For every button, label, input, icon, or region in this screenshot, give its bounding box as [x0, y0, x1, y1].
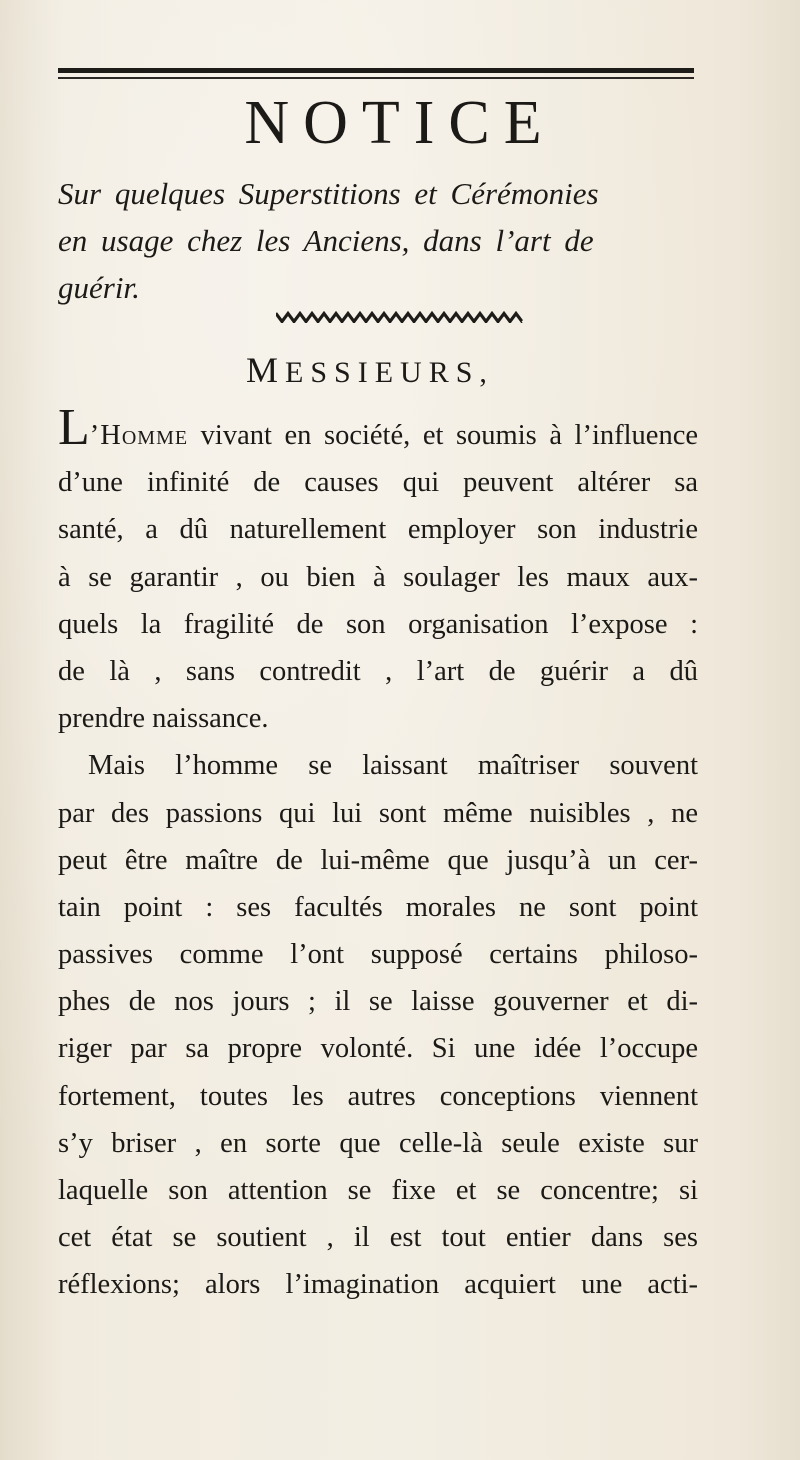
- body-text: [58, 399, 698, 1309]
- salutation: MESSIEURS,: [246, 350, 494, 390]
- text-line: santé, a dû naturellement employer son industrie: [58, 514, 698, 546]
- rule-thick: [58, 68, 694, 73]
- text-line: s’y briser , en sorte que celle-là seule existe sur: [58, 1127, 698, 1159]
- text-line: peut être maître de lui-même que jusqu’à un cer-: [58, 844, 698, 876]
- text-line: d’une infinité de causes qui peuvent altérer sa: [58, 467, 698, 499]
- text-line: à se garantir , ou bien à soulager les maux aux-: [58, 561, 698, 593]
- text-line: passives comme l’ont supposé certains philoso-: [58, 939, 698, 971]
- text-line: fortement, toutes les autres conceptions viennent: [58, 1080, 698, 1112]
- text-line: quels la fragilité de son organisation l’expose :: [58, 608, 698, 640]
- subtitle-line: en usage chez les Anciens, dans l’art de: [58, 223, 594, 258]
- subtitle: [58, 170, 708, 311]
- text-line: riger par sa propre volonté. Si une idée l’occupe: [58, 1033, 698, 1065]
- text-line: cet état se soutient , il est tout entier dans ses: [58, 1222, 698, 1254]
- text-line: phes de nos jours ; il se laisse gouverner et di-: [58, 986, 698, 1018]
- ornamental-divider: [276, 311, 524, 323]
- subtitle-line: guérir.: [58, 270, 140, 305]
- subtitle-line: Sur quelques Superstitions et Cérémonies: [58, 176, 599, 211]
- text-line-first: [58, 399, 698, 459]
- text-line: Mais l’homme se laissant maîtriser souvent: [88, 750, 698, 782]
- text-line: par des passions qui lui sont même nuisibles , ne: [58, 797, 698, 829]
- small-caps-word: ’Homme: [89, 420, 189, 451]
- text-line-rest: vivant en société, et soumis à l’influence: [188, 420, 698, 451]
- text-line: prendre naissance.: [58, 703, 269, 735]
- page-title: NOTICE: [244, 89, 556, 157]
- drop-cap: L: [58, 399, 90, 456]
- text-line: réflexions; alors l’imagination acquiert une acti-: [58, 1269, 698, 1301]
- text-line: de là , sans contredit , l’art de guérir a dû: [58, 655, 698, 687]
- text-line: laquelle son attention se fixe et se concentre; si: [58, 1175, 698, 1206]
- top-double-rule: [58, 68, 694, 82]
- text-line: tain point : ses facultés morales ne sont point: [58, 891, 698, 923]
- rule-thin: [58, 77, 694, 79]
